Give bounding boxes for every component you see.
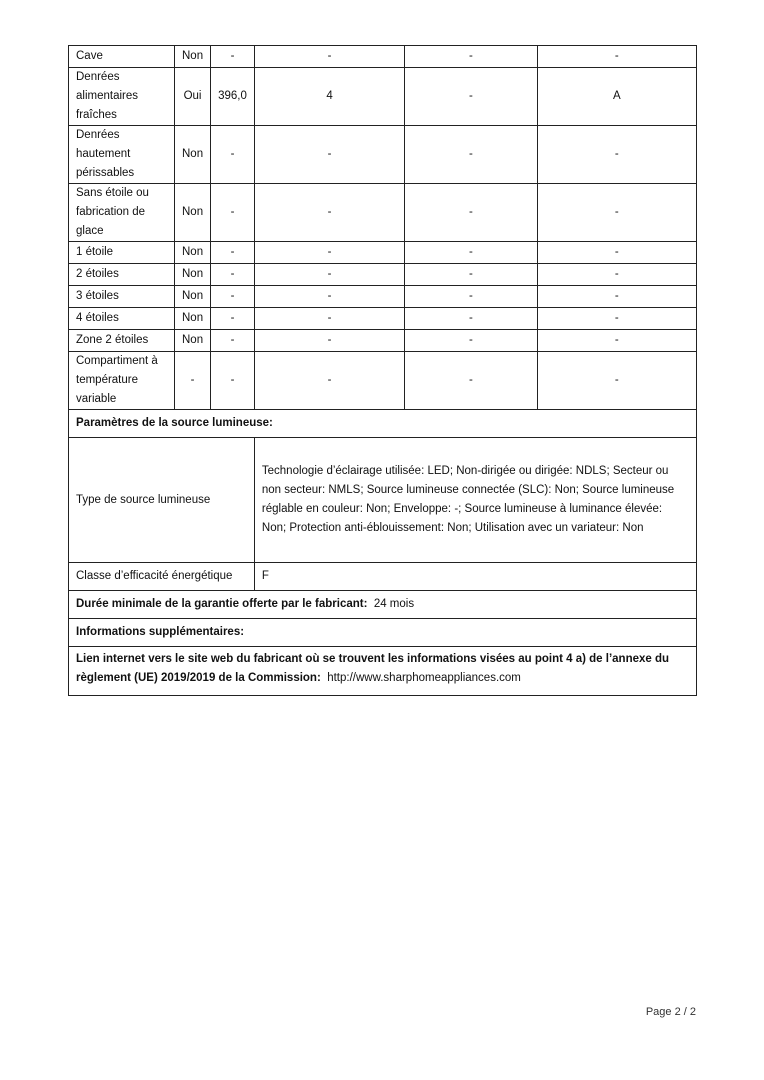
table-row xyxy=(69,563,697,591)
compartment-freezing-capacity: - xyxy=(405,352,537,410)
compartment-present: Non xyxy=(175,126,211,184)
compartment-volume: 396,0 xyxy=(211,68,255,126)
compartment-present: Non xyxy=(175,308,211,330)
extra-info-label: Informations supplémentaires: xyxy=(69,619,697,647)
table-row xyxy=(69,591,697,619)
compartment-present: Non xyxy=(175,184,211,242)
light-source-type-label: Type de source lumineuse xyxy=(69,438,255,563)
compartment-freezing-capacity: - xyxy=(405,184,537,242)
compartment-temperature: - xyxy=(254,126,404,184)
compartment-class: - xyxy=(537,242,696,264)
manufacturer-link-label: Lien internet vers le site web du fabricant où se trouvent les informations visées au point 4 a) de l’annexe du règlement (UE) 2019/2019 de la Commission: xyxy=(76,653,670,684)
warranty-label: Durée minimale de la garantie offerte par le fabricant: xyxy=(76,598,368,610)
compartment-temperature: - xyxy=(254,352,404,410)
compartment-class: - xyxy=(537,286,696,308)
warranty-value: 24 mois xyxy=(373,598,415,610)
compartment-volume: - xyxy=(211,308,255,330)
compartment-class: - xyxy=(537,264,696,286)
compartment-present: Oui xyxy=(175,68,211,126)
table-row xyxy=(69,264,697,286)
compartment-name: 3 étoiles xyxy=(69,286,175,308)
compartment-class: - xyxy=(537,308,696,330)
compartment-name: Denrées hautement périssables xyxy=(69,126,175,184)
table-row xyxy=(69,438,697,563)
compartment-name: Sans étoile ou fabrication de glace xyxy=(69,184,175,242)
compartment-volume: - xyxy=(211,330,255,352)
table-row xyxy=(69,647,697,696)
compartment-freezing-capacity: - xyxy=(405,126,537,184)
compartment-volume: - xyxy=(211,242,255,264)
warranty-row xyxy=(69,591,697,619)
compartment-temperature: - xyxy=(254,286,404,308)
compartment-name: Compartiment à température variable xyxy=(69,352,175,410)
compartment-name: Denrées alimentaires fraîches xyxy=(69,68,175,126)
compartment-freezing-capacity: - xyxy=(405,286,537,308)
compartment-volume: - xyxy=(211,264,255,286)
compartment-temperature: - xyxy=(254,46,404,68)
compartment-name: Zone 2 étoiles xyxy=(69,330,175,352)
compartment-temperature: - xyxy=(254,184,404,242)
table-row xyxy=(69,68,697,126)
manufacturer-link-row xyxy=(69,647,697,696)
compartment-freezing-capacity: - xyxy=(405,264,537,286)
compartment-temperature: - xyxy=(254,242,404,264)
table-row xyxy=(69,286,697,308)
compartment-temperature: - xyxy=(254,264,404,286)
compartment-freezing-capacity: - xyxy=(405,308,537,330)
energy-class-label: Classe d’efficacité énergétique xyxy=(69,563,255,591)
energy-class-value: F xyxy=(254,563,696,591)
light-source-type-value: Technologie d’éclairage utilisée: LED; Non-dirigée ou dirigée: NDLS; Secteur ou non secteur: NMLS; Source lumineuse connectée (SLC): Non; Source lumineuse réglable en couleur: Non; Enveloppe: -; Source lumineuse à luminance élevée: Non; Protection anti-éblouissement: Non; Utilisation avec un variateur: Non xyxy=(254,438,696,563)
compartment-present: Non xyxy=(175,330,211,352)
compartment-volume: - xyxy=(211,352,255,410)
table-row xyxy=(69,126,697,184)
table-row xyxy=(69,352,697,410)
compartment-name: 4 étoiles xyxy=(69,308,175,330)
page-number: Page 2 / 2 xyxy=(645,1006,696,1018)
compartment-volume: - xyxy=(211,126,255,184)
compartment-temperature: - xyxy=(254,330,404,352)
compartment-volume: - xyxy=(211,286,255,308)
compartment-temperature: - xyxy=(254,308,404,330)
manufacturer-link-url[interactable]: http://www.sharphomeappliances.com xyxy=(327,672,521,684)
table-row xyxy=(69,242,697,264)
table-row xyxy=(69,184,697,242)
compartment-name: 1 étoile xyxy=(69,242,175,264)
compartment-freezing-capacity: - xyxy=(405,330,537,352)
compartment-freezing-capacity: - xyxy=(405,46,537,68)
table-row xyxy=(69,308,697,330)
compartment-temperature: 4 xyxy=(254,68,404,126)
compartment-class: - xyxy=(537,330,696,352)
compartment-volume: - xyxy=(211,46,255,68)
compartment-volume: - xyxy=(211,184,255,242)
compartment-class: - xyxy=(537,184,696,242)
compartment-present: Non xyxy=(175,46,211,68)
compartment-present: Non xyxy=(175,264,211,286)
compartment-present: - xyxy=(175,352,211,410)
compartment-freezing-capacity: - xyxy=(405,242,537,264)
compartment-freezing-capacity: - xyxy=(405,68,537,126)
compartment-name: 2 étoiles xyxy=(69,264,175,286)
table-row xyxy=(69,619,697,647)
compartment-present: Non xyxy=(175,286,211,308)
compartment-class: A xyxy=(537,68,696,126)
table-row xyxy=(69,410,697,438)
product-info-table xyxy=(68,45,697,696)
compartment-name: Cave xyxy=(69,46,175,68)
compartment-class: - xyxy=(537,126,696,184)
compartment-class: - xyxy=(537,352,696,410)
table-row xyxy=(69,330,697,352)
light-source-section-title: Paramètres de la source lumineuse: xyxy=(69,410,697,438)
table-row xyxy=(69,46,697,68)
compartment-class: - xyxy=(537,46,696,68)
compartment-present: Non xyxy=(175,242,211,264)
